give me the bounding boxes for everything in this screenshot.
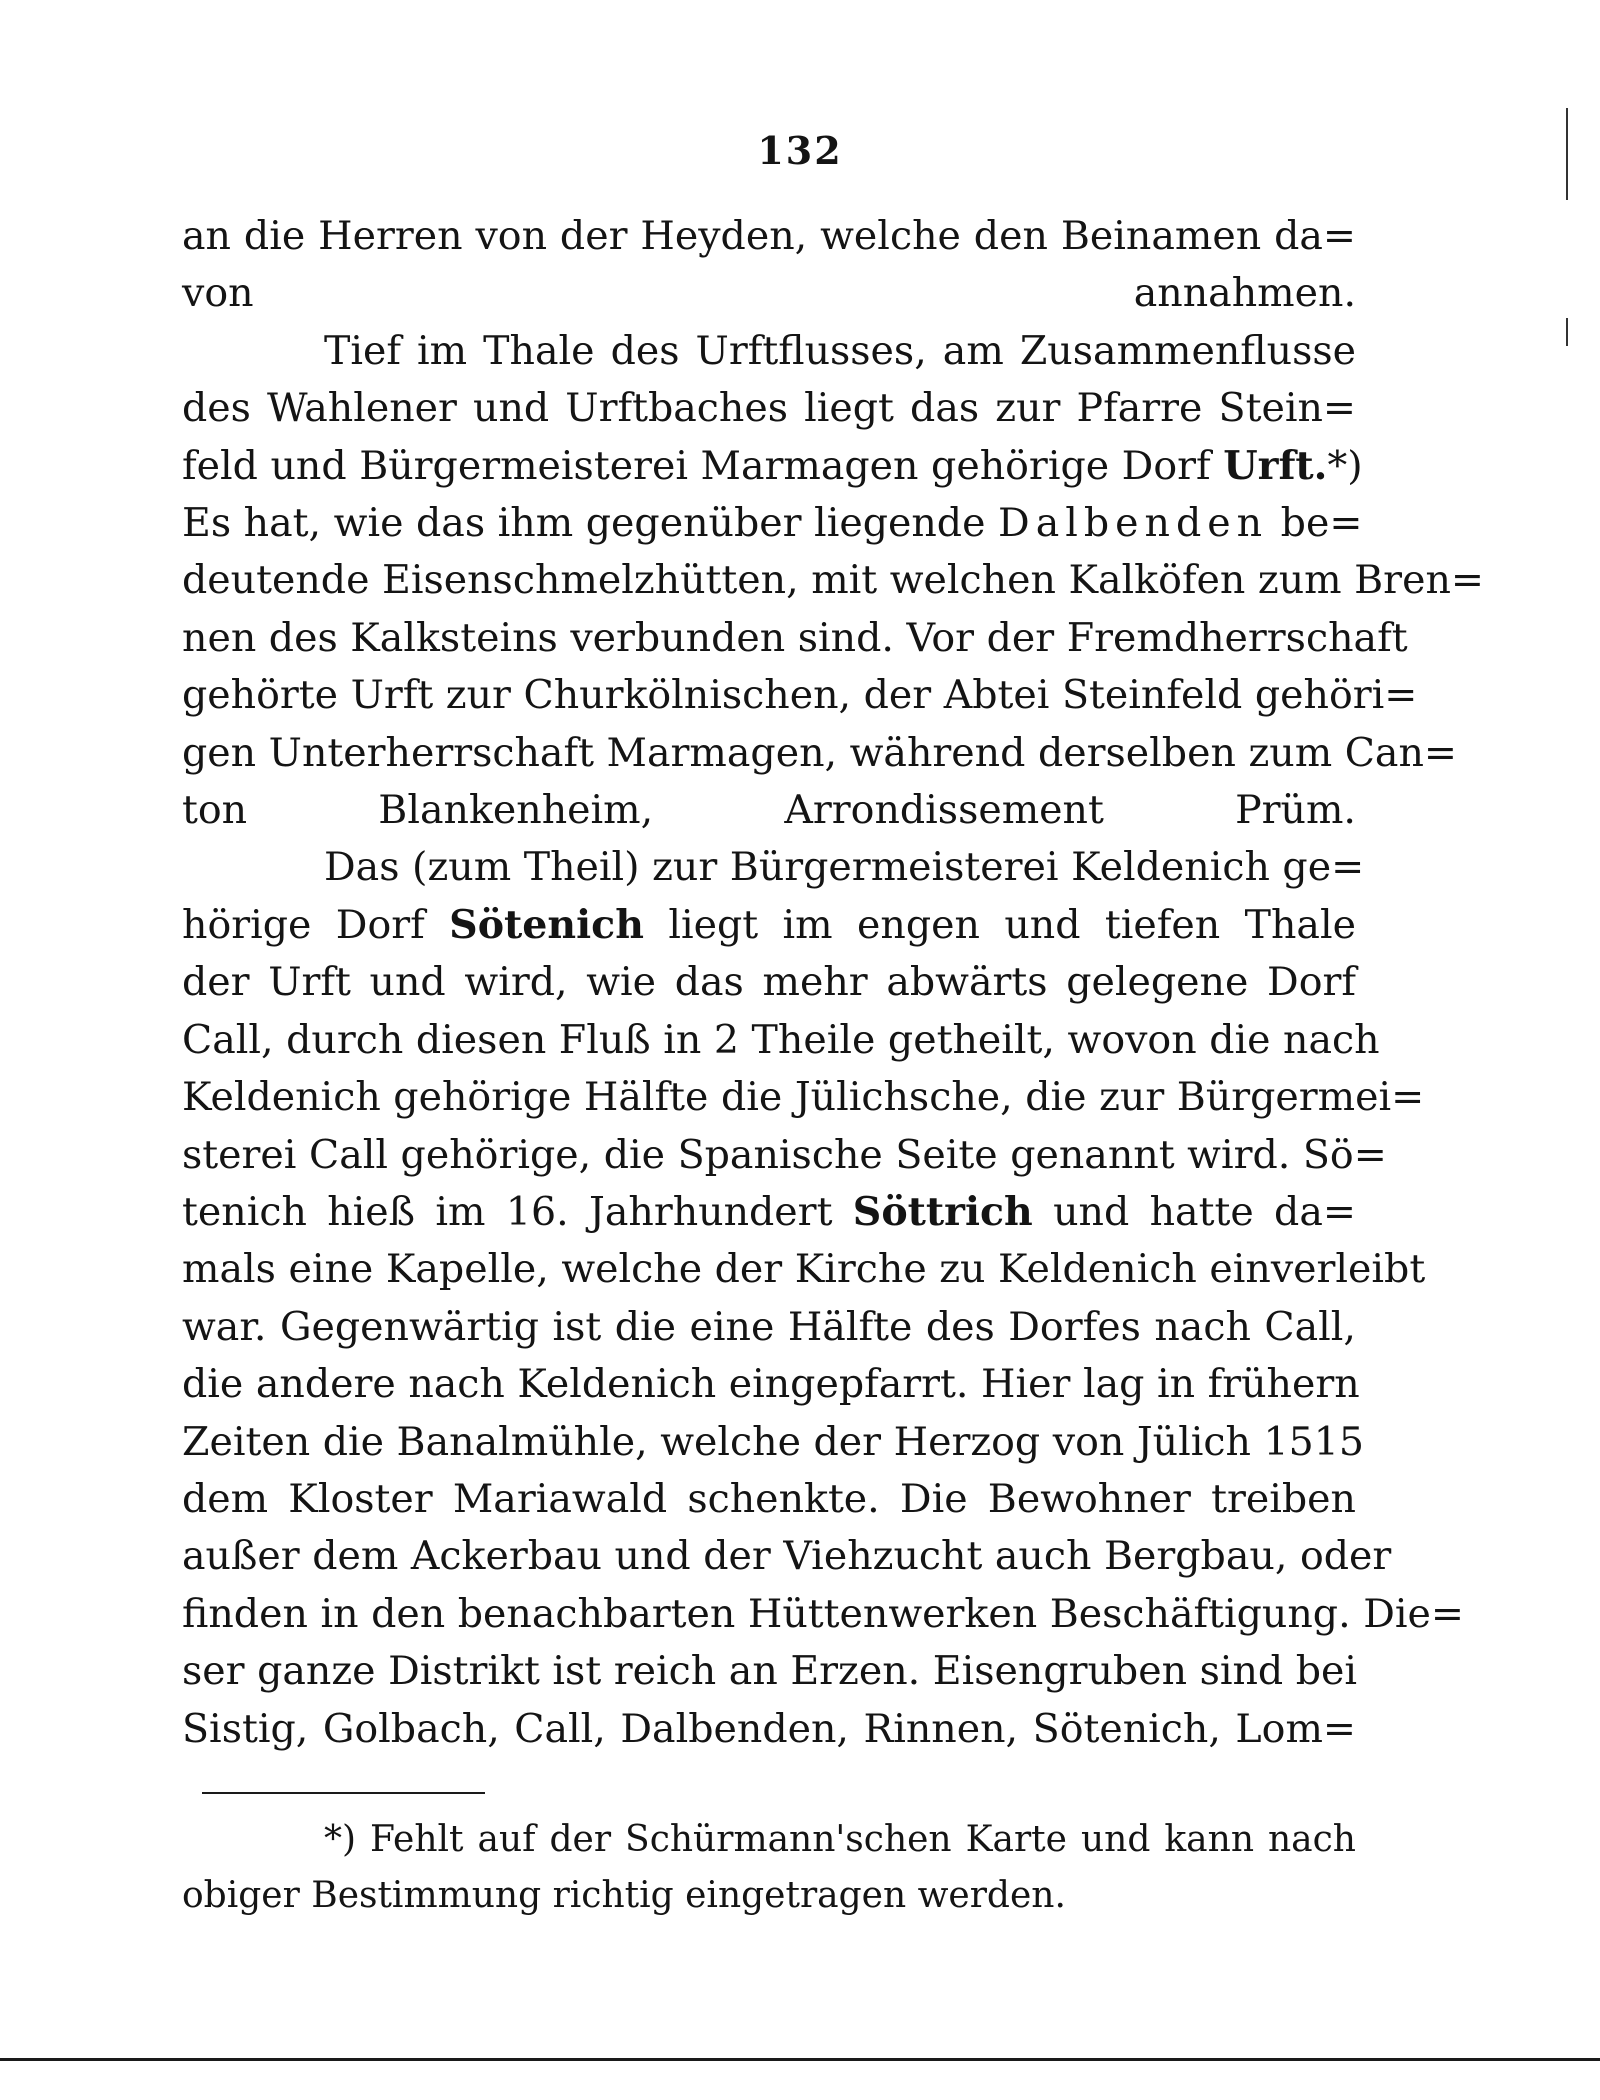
text-line: dem Kloster Mariawald schenkte. Die Bewohner treiben [182,1475,1356,1522]
text-line: ser ganze Distrikt ist reich an Erzen. Eisengruben sind bei [182,1648,1358,1695]
text-line-with-place [182,1184,1356,1241]
scan-edge-mark [1566,108,1568,200]
body-text [182,208,1484,1758]
text-line: die andere nach Keldenich eingepfarrt. Hier lag in frühern [182,1361,1360,1408]
place-name-soetenich: Sötenich [449,901,644,948]
footnote-divider [202,1792,485,1794]
text-fragment: und hatte da= [1053,1188,1356,1235]
text-line: Keldenich gehörige Hälfte die Jülichsche, die zur Bürgermei= [182,1074,1425,1121]
text-line: gen Unterherrschaft Marmagen, während derselben zum Can= [182,729,1458,776]
scan-edge-mark [1566,318,1568,346]
text-line: deutende Eisenschmelzhütten, mit welchen Kalköfen zum Bren= [182,557,1484,604]
paragraph-3 [182,839,1464,1758]
text-line: außer dem Ackerbau und der Viehzucht auch Bergbau, oder [182,1533,1392,1580]
text-fragment: liegt im engen und tiefen Thale [668,901,1356,948]
place-name-dalbenden: Dalbenden [998,500,1269,547]
text-line-with-place [182,438,1363,495]
text-line: Sistig, Golbach, Call, Dalbenden, Rinnen, Sötenich, Lom= [182,1705,1356,1752]
text-line: ton Blankenheim, Arrondissement Prüm. [182,787,1356,834]
text-line: Call, durch diesen Fluß in 2 Theile getheilt, wovon die nach [182,1016,1380,1063]
text-line: Das (zum Theil) zur Bürgermeisterei Keldenich ge= [324,844,1365,891]
text-fragment: tenich hieß im 16. Jahrhundert [182,1188,833,1235]
text-line-with-place [182,897,1356,954]
text-line: Zeiten die Banalmühle, welche der Herzog von Jülich 1515 [182,1418,1365,1465]
text-fragment: hörige Dorf [182,901,425,948]
footnote-line: *) Fehlt auf der Schürmann'schen Karte und kann nach [324,1819,1356,1860]
text-line: an die Herren von der Heyden, welche den Beinamen da= [182,213,1356,259]
text-line: finden in den benachbarten Hüttenwerken Beschäftigung. Die= [182,1590,1464,1637]
place-name-urft: Urft. [1223,442,1328,489]
paragraph-1 [182,208,1356,323]
text-line: war. Gegenwärtig ist die eine Hälfte des Dorfes nach Call, [182,1303,1356,1350]
text-line: gehörte Urft zur Churkölnischen, der Abtei Steinfeld gehöri= [182,672,1418,719]
text-line-with-place [182,495,1363,552]
hyphen-fragment: be= [1280,500,1363,547]
text-fragment: Es hat, wie das ihm gegenüber liegende [182,500,986,547]
text-line: des Wahlener und Urftbaches liegt das zur Pfarre Stein= [182,385,1356,432]
text-line: nen des Kalksteins verbunden sind. Vor der Fremdherrschaft [182,614,1408,661]
text-line: sterei Call gehörige, die Spanische Seite genannt wird. Sö= [182,1131,1387,1178]
footnote-line: obiger Bestimmung richtig eingetragen werden. [182,1875,1066,1916]
footnote-marker: *) [1327,442,1363,489]
text-line: Tief im Thale des Urftflusses, am Zusammenflusse [324,327,1356,374]
page-bottom-edge [0,2058,1600,2061]
text-line: von annahmen. [182,270,1356,317]
text-line: mals eine Kapelle, welche der Kirche zu Keldenich einverleibt [182,1246,1426,1293]
paragraph-2 [182,323,1484,840]
footnote [182,1812,1356,1924]
page-number: 132 [757,128,843,173]
text-fragment: feld und Bürgermeisterei Marmagen gehörige Dorf [182,442,1211,489]
text-line: der Urft und wird, wie das mehr abwärts gelegene Dorf [182,959,1356,1006]
place-name-soettrich: Söttrich [852,1188,1033,1235]
